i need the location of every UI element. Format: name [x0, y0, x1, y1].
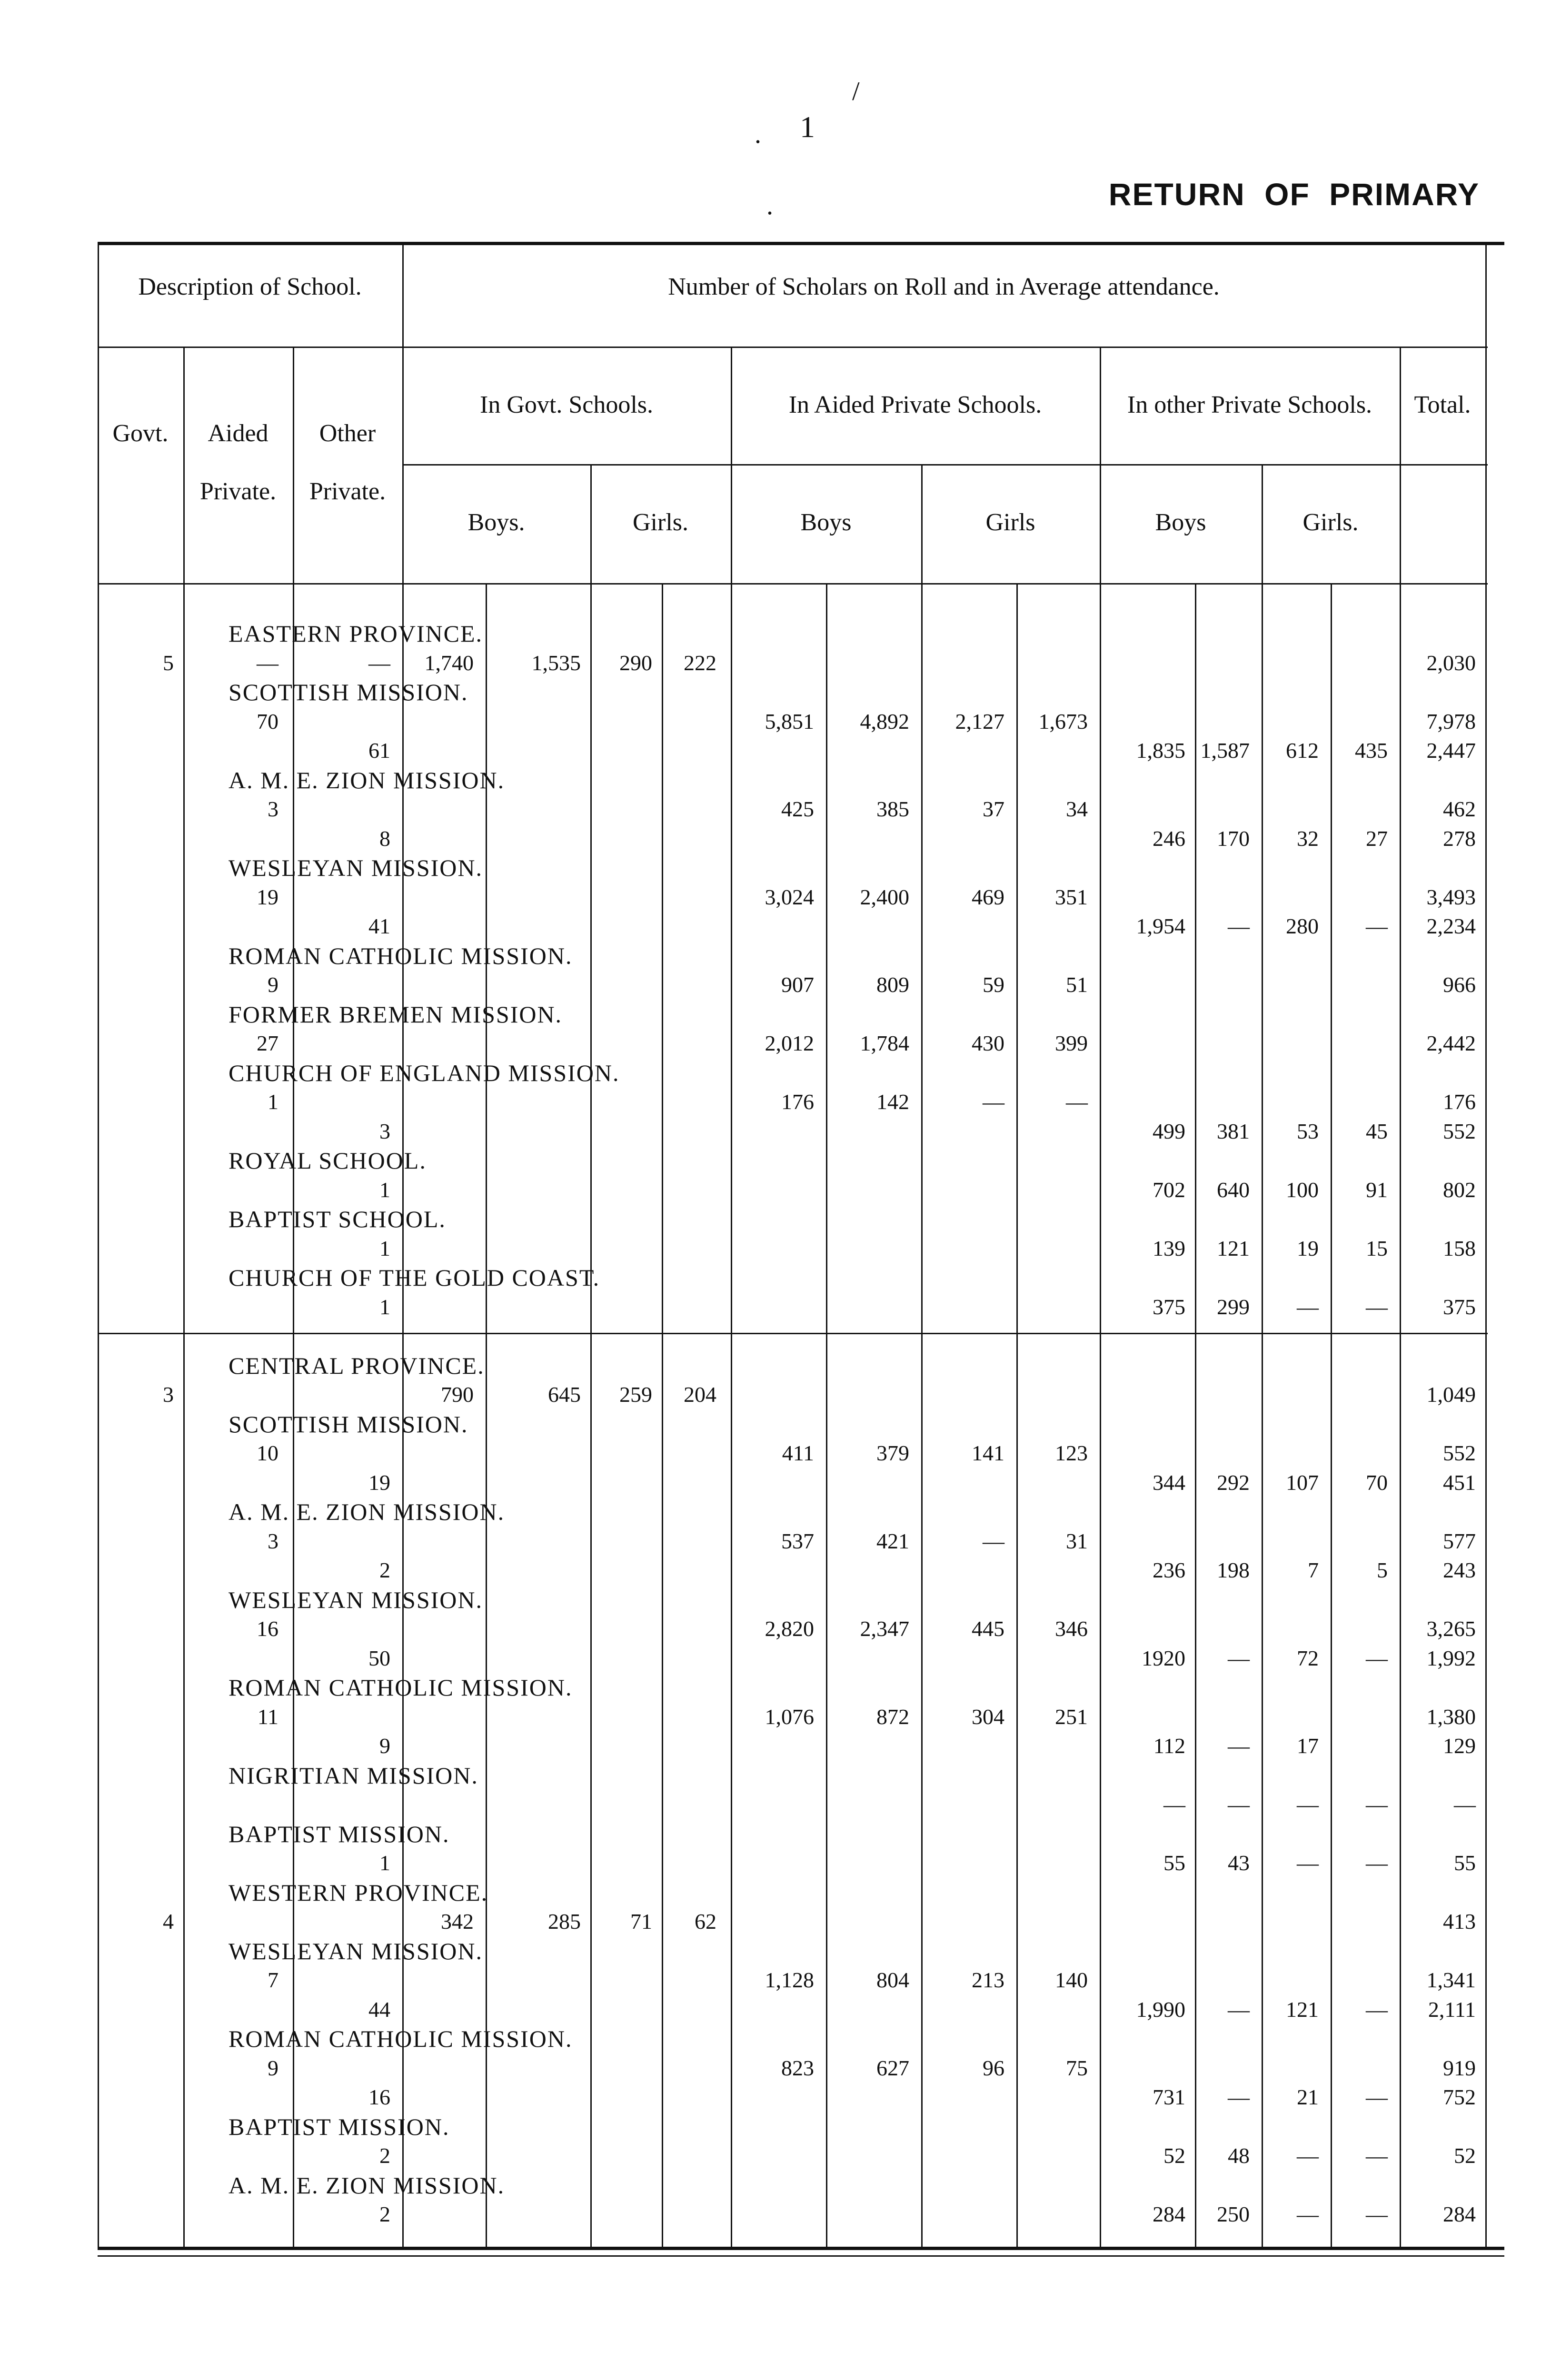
header-aided-girls: Girls: [985, 509, 1035, 536]
section-label: A. M. E. ZION MISSION.: [229, 766, 505, 793]
table-cell-ag-att: 123: [1055, 1441, 1088, 1465]
table-cell-total: 2,234: [1426, 914, 1476, 938]
table-cell-other: 1: [379, 1177, 390, 1202]
table-cell-og-att: 70: [1366, 1470, 1388, 1495]
table-cell-total: 552: [1443, 1119, 1476, 1143]
table-cell-og-att: —: [1366, 1851, 1388, 1875]
table-cell-other: 16: [368, 2085, 390, 2109]
col-rule: [1100, 347, 1101, 2248]
table-cell-ag-roll: 304: [972, 1704, 1004, 1729]
table-cell-aided: 16: [257, 1616, 278, 1641]
table-cell-ob-att: 299: [1217, 1294, 1250, 1319]
table-top-rule: [98, 242, 1504, 245]
table-cell-og-roll: 612: [1286, 738, 1319, 763]
table-cell-ag-att: 75: [1066, 2055, 1088, 2080]
section-label: SCOTTISH MISSION.: [229, 1410, 468, 1438]
table-cell-ob-att: 170: [1217, 826, 1250, 851]
col-rule: [183, 347, 185, 2248]
table-cell-og-roll: —: [1297, 1792, 1319, 1816]
table-cell-ab-roll: 176: [781, 1090, 814, 1114]
section-label: A. M. E. ZION MISSION.: [229, 2172, 505, 2199]
table-cell-ag-att: 1,673: [1038, 709, 1088, 734]
table-cell-total: 1,380: [1426, 1704, 1476, 1729]
section-label: CENTRAL PROVINCE.: [229, 1352, 485, 1379]
table-cell-ob-att: 43: [1228, 1851, 1250, 1875]
table-cell-total: 413: [1443, 1909, 1476, 1934]
table-cell-og-att: —: [1366, 2085, 1388, 2109]
table-cell-ab-att: 804: [876, 1968, 909, 1992]
table-cell-gg-roll: 71: [630, 1909, 652, 1934]
table-cell-og-roll: —: [1297, 1851, 1319, 1875]
table-cell-ag-roll: 37: [983, 797, 1004, 821]
header-private-other: Private.: [309, 478, 386, 505]
table-cell-total: 2,111: [1428, 1997, 1476, 2022]
table-cell-aided: 9: [268, 972, 278, 997]
header-govt-boys: Boys.: [467, 509, 525, 536]
table-cell-total: 1,341: [1426, 1968, 1476, 1992]
table-cell-total: 966: [1443, 972, 1476, 997]
section-label: BAPTIST MISSION.: [229, 2113, 450, 2140]
table-cell-ab-att: 421: [876, 1528, 909, 1553]
table-cell-total: 284: [1443, 2202, 1476, 2226]
table-cell-og-att: —: [1366, 914, 1388, 938]
table-cell-ob-roll: 55: [1163, 1851, 1185, 1875]
table-cell-ob-att: —: [1228, 1997, 1250, 2022]
header-aided: Aided: [208, 420, 268, 447]
table-cell-ob-att: 250: [1217, 2202, 1250, 2226]
table-cell-ob-roll: 702: [1153, 1177, 1185, 1202]
table-cell-ab-att: 2,347: [860, 1616, 909, 1641]
table-cell-total: 2,447: [1426, 738, 1476, 763]
table-cell-ob-att: 121: [1217, 1236, 1250, 1260]
table-cell-total: 1,992: [1426, 1646, 1476, 1670]
table-cell-ob-roll: 236: [1153, 1558, 1185, 1582]
table-bottom-rule: [98, 2247, 1504, 2250]
col-rule: [1262, 464, 1263, 2248]
stray-mark: .: [755, 119, 761, 149]
table-cell-og-roll: 32: [1297, 826, 1319, 851]
table-cell-ob-att: 381: [1217, 1119, 1250, 1143]
table-cell-ab-roll: 411: [782, 1441, 814, 1465]
table-cell-other: 2: [379, 2143, 390, 2168]
header-in-aided: In Aided Private Schools.: [788, 391, 1042, 418]
table-cell-other: 3: [379, 1119, 390, 1143]
section-label: CHURCH OF THE GOLD COAST.: [229, 1264, 600, 1291]
section-label: ROMAN CATHOLIC MISSION.: [229, 942, 573, 969]
table-cell-ob-roll: 139: [1153, 1236, 1185, 1260]
table-cell-ob-roll: 731: [1153, 2085, 1185, 2109]
table-cell-total: 375: [1443, 1294, 1476, 1319]
table-cell-ob-roll: 112: [1153, 1734, 1185, 1758]
table-cell-aided: 3: [268, 1528, 278, 1553]
table-cell-aided: 3: [268, 797, 278, 821]
table-cell-ag-roll: 469: [972, 884, 1004, 909]
table-cell-other: 61: [368, 738, 390, 763]
table-cell-aided: 9: [268, 2055, 278, 2080]
table-cell-other: 1: [379, 1851, 390, 1875]
table-cell-gb-roll: 1,740: [424, 650, 474, 675]
table-cell-ag-roll: —: [983, 1090, 1004, 1114]
table-cell-og-roll: 53: [1297, 1119, 1319, 1143]
table-cell-aided: 11: [257, 1704, 278, 1729]
table-cell-ag-att: 34: [1066, 797, 1088, 821]
col-rule: [921, 464, 923, 2248]
table-cell-ag-att: 51: [1066, 972, 1088, 997]
table-cell-total: 129: [1443, 1734, 1476, 1758]
table-cell-ab-att: 2,400: [860, 884, 909, 909]
table-cell-total: 243: [1443, 1558, 1476, 1582]
table-cell-ab-roll: 3,024: [765, 884, 814, 909]
table-cell-gg-att: 204: [684, 1382, 716, 1407]
header-number-scholars: Number of Scholars on Roll and in Average attendance.: [668, 273, 1220, 300]
table-cell-total: 3,493: [1426, 884, 1476, 909]
table-cell-ob-roll: 1920: [1142, 1646, 1185, 1670]
section-divider: [98, 1333, 1488, 1334]
table-cell-ob-roll: 1,954: [1136, 914, 1185, 938]
table-bottom-rule-thin: [98, 2255, 1504, 2257]
table-cell-og-att: 91: [1366, 1177, 1388, 1202]
table-cell-og-att: 27: [1366, 826, 1388, 851]
table-cell-og-roll: —: [1297, 1294, 1319, 1319]
table-cell-ob-att: 292: [1217, 1470, 1250, 1495]
table-cell-total: 919: [1443, 2055, 1476, 2080]
table-cell-gb-roll: 790: [441, 1382, 474, 1407]
table-cell-aided: 1: [268, 1090, 278, 1114]
table-cell-og-att: —: [1366, 2202, 1388, 2226]
table-cell-og-roll: —: [1297, 2143, 1319, 2168]
table-cell-ab-att: 142: [876, 1090, 909, 1114]
table-cell-gg-roll: 259: [619, 1382, 652, 1407]
table-cell-ag-att: 399: [1055, 1031, 1088, 1055]
table-cell-gg-roll: 290: [619, 650, 652, 675]
table-cell-aided: —: [257, 650, 278, 675]
table-cell-total: 802: [1443, 1177, 1476, 1202]
table-cell-ob-att: —: [1228, 1646, 1250, 1670]
table-cell-total: 3,265: [1426, 1616, 1476, 1641]
table-cell-total: 752: [1443, 2085, 1476, 2109]
stray-mark: .: [766, 191, 773, 220]
document-title: RETURN OF PRIMARY: [1108, 177, 1480, 212]
col-rule: [98, 242, 99, 2248]
table-cell-og-att: 45: [1366, 1119, 1388, 1143]
header-other-boys: Boys: [1155, 509, 1206, 536]
page-number: 1: [800, 110, 815, 144]
table-cell-gb-att: 285: [548, 1909, 581, 1934]
table-cell-other: 50: [368, 1646, 390, 1670]
table-cell-ab-roll: 2,820: [765, 1616, 814, 1641]
table-cell-ob-roll: 375: [1153, 1294, 1185, 1319]
table-cell-ab-att: 872: [876, 1704, 909, 1729]
header-description: Description of School.: [138, 273, 362, 300]
table-cell-og-att: —: [1366, 1997, 1388, 2022]
table-cell-total: 451: [1443, 1470, 1476, 1495]
table-cell-ag-att: 140: [1055, 1968, 1088, 1992]
table-cell-ab-roll: 907: [781, 972, 814, 997]
table-cell-ab-roll: 425: [781, 797, 814, 821]
table-cell-total: 7,978: [1426, 709, 1476, 734]
section-label: WESLEYAN MISSION.: [229, 1937, 483, 1964]
section-label: BAPTIST MISSION.: [229, 1820, 450, 1847]
table-cell-other: 9: [379, 1734, 390, 1758]
table-cell-og-roll: 107: [1286, 1470, 1319, 1495]
header-govt: Govt.: [112, 420, 169, 447]
col-rule: [590, 464, 592, 2248]
header-total: Total.: [1414, 391, 1471, 418]
table-cell-ob-roll: 284: [1153, 2202, 1185, 2226]
table-cell-ob-att: 1,587: [1200, 738, 1250, 763]
section-label: FORMER BREMEN MISSION.: [229, 1001, 563, 1028]
table-cell-other: 8: [379, 826, 390, 851]
header-rule-2: [402, 464, 1488, 466]
table-cell-total: 278: [1443, 826, 1476, 851]
section-label: SCOTTISH MISSION.: [229, 679, 468, 705]
table-cell-ag-roll: 2,127: [955, 709, 1004, 734]
col-rule: [1195, 583, 1196, 2248]
table-cell-other: 1: [379, 1294, 390, 1319]
section-label: WESTERN PROVINCE.: [229, 1879, 488, 1906]
table-cell-gg-att: 222: [684, 650, 716, 675]
table-cell-og-att: —: [1366, 1792, 1388, 1816]
table-cell-ob-roll: 246: [1153, 826, 1185, 851]
table-cell-aided: 70: [257, 709, 278, 734]
table-cell-total: 55: [1454, 1851, 1476, 1875]
stray-mark: /: [852, 77, 860, 106]
table-cell-ob-att: 48: [1228, 2143, 1250, 2168]
table-cell-total: 1,049: [1426, 1382, 1476, 1407]
header-rule-3: [98, 583, 1488, 585]
table-cell-total: 176: [1443, 1090, 1476, 1114]
section-label: ROMAN CATHOLIC MISSION.: [229, 1674, 573, 1701]
table-cell-total: 2,030: [1426, 650, 1476, 675]
section-label: CHURCH OF ENGLAND MISSION.: [229, 1059, 620, 1086]
section-label: WESLEYAN MISSION.: [229, 1586, 483, 1613]
table-cell-ob-roll: 1,990: [1136, 1997, 1185, 2022]
section-label: A. M. E. ZION MISSION.: [229, 1498, 505, 1525]
table-cell-ab-att: 385: [876, 797, 909, 821]
section-label: BAPTIST SCHOOL.: [229, 1206, 446, 1232]
table-cell-ob-roll: 52: [1163, 2143, 1185, 2168]
col-rule: [662, 583, 663, 2248]
table-cell-og-roll: 19: [1297, 1236, 1319, 1260]
col-rule: [1400, 347, 1401, 2248]
header-other: Other: [319, 420, 376, 447]
table-cell-ag-att: 351: [1055, 884, 1088, 909]
table-cell-gg-att: 62: [695, 1909, 716, 1934]
table-cell-og-att: 15: [1366, 1236, 1388, 1260]
section-label: NIGRITIAN MISSION.: [229, 1762, 478, 1789]
table-cell-gb-att: 1,535: [531, 650, 581, 675]
table-cell-ob-att: —: [1228, 1792, 1250, 1816]
table-cell-ag-roll: 141: [972, 1441, 1004, 1465]
col-rule: [1485, 242, 1487, 2248]
table-cell-aided: 10: [257, 1441, 278, 1465]
section-label: EASTERN PROVINCE.: [229, 620, 483, 647]
table-cell-og-roll: —: [1297, 2202, 1319, 2226]
table-cell-ab-roll: 1,076: [765, 1704, 814, 1729]
table-cell-total: 462: [1443, 797, 1476, 821]
table-cell-aided: 7: [268, 1968, 278, 1992]
table-cell-og-roll: 72: [1297, 1646, 1319, 1670]
header-rule-1: [98, 347, 1488, 348]
table-cell-ob-att: 198: [1217, 1558, 1250, 1582]
table-cell-ag-att: 31: [1066, 1528, 1088, 1553]
header-in-govt: In Govt. Schools.: [480, 391, 653, 418]
col-rule: [486, 583, 487, 2248]
table-cell-ab-roll: 2,012: [765, 1031, 814, 1055]
table-cell-og-roll: 17: [1297, 1734, 1319, 1758]
table-cell-ab-att: 379: [876, 1441, 909, 1465]
header-govt-girls: Girls.: [633, 509, 688, 536]
table-cell-other: 41: [368, 914, 390, 938]
section-label: ROMAN CATHOLIC MISSION.: [229, 2025, 573, 2052]
table-cell-ob-roll: 499: [1153, 1119, 1185, 1143]
table-cell-ob-att: —: [1228, 2085, 1250, 2109]
table-cell-ag-att: 251: [1055, 1704, 1088, 1729]
header-other-girls: Girls.: [1302, 509, 1359, 536]
table-cell-ab-att: 4,892: [860, 709, 909, 734]
table-cell-total: 552: [1443, 1441, 1476, 1465]
table-cell-ag-att: —: [1066, 1090, 1088, 1114]
table-cell-aided: 19: [257, 884, 278, 909]
table-cell-ag-att: 346: [1055, 1616, 1088, 1641]
table-cell-og-att: —: [1366, 1646, 1388, 1670]
table-cell-govt: 5: [163, 650, 174, 675]
table-cell-ob-att: —: [1228, 1734, 1250, 1758]
table-cell-other: 19: [368, 1470, 390, 1495]
table-cell-other: —: [368, 650, 390, 675]
table-cell-og-roll: 7: [1308, 1558, 1319, 1582]
table-cell-gb-att: 645: [548, 1382, 581, 1407]
header-private-aided: Private.: [199, 478, 277, 505]
header-aided-boys: Boys: [800, 509, 852, 536]
table-cell-total: 2,442: [1426, 1031, 1476, 1055]
header-in-other: In other Private Schools.: [1127, 391, 1372, 418]
table-cell-ag-roll: 59: [983, 972, 1004, 997]
table-cell-ab-roll: 823: [781, 2055, 814, 2080]
table-cell-govt: 3: [163, 1382, 174, 1407]
table-cell-ab-roll: 5,851: [765, 709, 814, 734]
table-cell-other: 44: [368, 1997, 390, 2022]
col-rule: [731, 347, 732, 2248]
col-rule: [826, 583, 827, 2248]
table-cell-og-roll: 100: [1286, 1177, 1319, 1202]
table-cell-ob-roll: 1,835: [1136, 738, 1185, 763]
table-cell-total: 577: [1443, 1528, 1476, 1553]
table-cell-ab-roll: 1,128: [765, 1968, 814, 1992]
table-cell-og-roll: 21: [1297, 2085, 1319, 2109]
table-cell-ab-roll: 537: [781, 1528, 814, 1553]
table-cell-other: 2: [379, 1558, 390, 1582]
table-cell-govt: 4: [163, 1909, 174, 1934]
table-cell-ab-att: 1,784: [860, 1031, 909, 1055]
table-cell-ag-roll: 445: [972, 1616, 1004, 1641]
table-cell-og-att: —: [1366, 1294, 1388, 1319]
col-rule: [1331, 583, 1332, 2248]
table-cell-og-roll: 280: [1286, 914, 1319, 938]
table-cell-ag-roll: —: [983, 1528, 1004, 1553]
table-cell-og-att: —: [1366, 2143, 1388, 2168]
table-cell-total: 52: [1454, 2143, 1476, 2168]
table-cell-ob-att: —: [1228, 914, 1250, 938]
table-cell-ob-att: 640: [1217, 1177, 1250, 1202]
table-cell-total: —: [1454, 1792, 1476, 1816]
table-cell-ag-roll: 96: [983, 2055, 1004, 2080]
table-cell-other: 2: [379, 2202, 390, 2226]
table-cell-total: 158: [1443, 1236, 1476, 1260]
table-cell-og-roll: 121: [1286, 1997, 1319, 2022]
col-rule: [1016, 583, 1018, 2248]
section-label: ROYAL SCHOOL.: [229, 1147, 427, 1174]
table-cell-aided: 27: [257, 1031, 278, 1055]
table-cell-og-att: 5: [1377, 1558, 1388, 1582]
table-cell-ag-roll: 213: [972, 1968, 1004, 1992]
table-cell-other: 1: [379, 1236, 390, 1260]
table-cell-ob-roll: —: [1163, 1792, 1185, 1816]
table-cell-gb-roll: 342: [441, 1909, 474, 1934]
table-cell-ag-roll: 430: [972, 1031, 1004, 1055]
table-cell-ab-att: 809: [876, 972, 909, 997]
table-cell-og-att: 435: [1355, 738, 1388, 763]
table-cell-ab-att: 627: [876, 2055, 909, 2080]
table-cell-ob-roll: 344: [1153, 1470, 1185, 1495]
section-label: WESLEYAN MISSION.: [229, 854, 483, 881]
